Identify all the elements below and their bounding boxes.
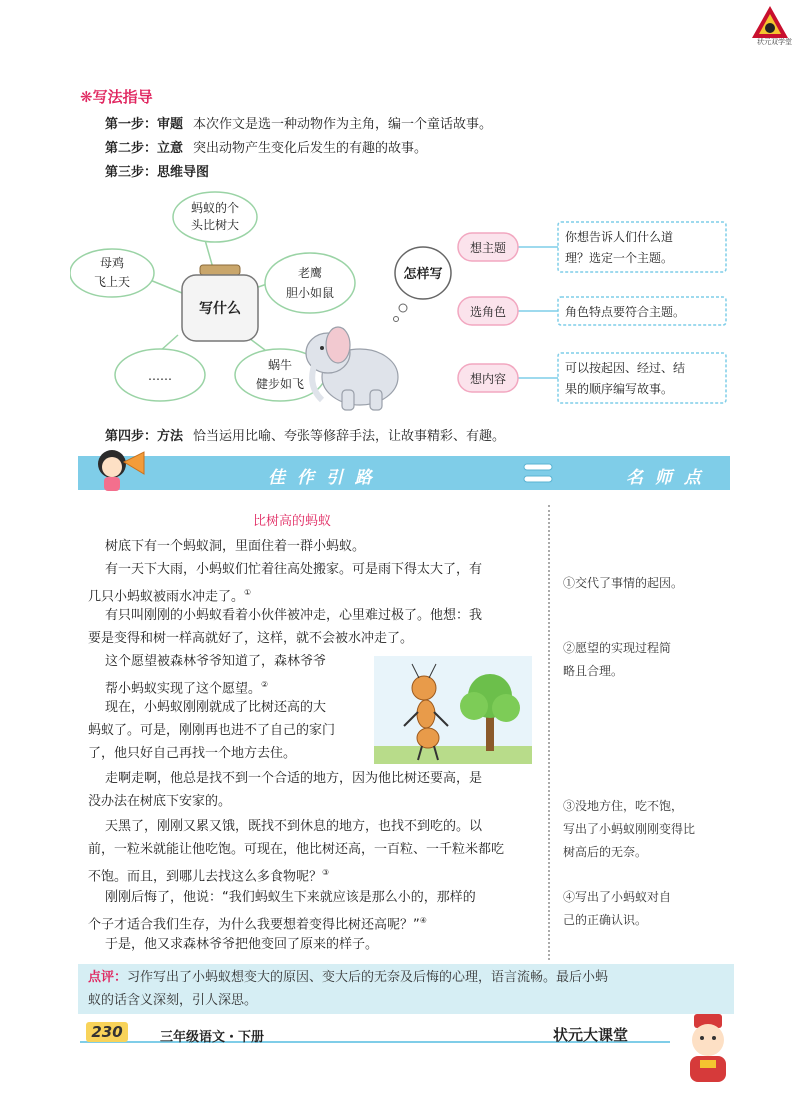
branch-tag: 想内容	[469, 372, 507, 386]
annotation-mark: ②	[261, 680, 269, 689]
annotation-mark: ④	[419, 916, 427, 925]
step-2	[105, 137, 427, 156]
step-text: 恰当运用比喻、夸张等修辞手法，让故事精彩、有趣。	[193, 429, 506, 444]
how-to-bubble: 怎样写	[403, 267, 443, 282]
step-label: 第一步：审题	[105, 117, 184, 132]
story-line: 有一天下大雨，小蚂蚁们忙着往高处搬家。可是雨下得太大了，有	[105, 562, 483, 577]
bubble-text: 老鹰	[297, 266, 323, 280]
comment-1	[563, 572, 683, 595]
elephant-icon	[306, 327, 398, 410]
bubble-text: 健步如飞	[255, 377, 305, 391]
story-line: 走啊走啊，他总是找不到一个合适的地方，因为他比树还要高，是	[105, 771, 483, 786]
story-line: 要是变得和树一样高就好了，这样，就不会被水冲走了。	[88, 631, 414, 646]
brand-name: 状元大课堂	[553, 1026, 629, 1044]
story-line: 了，他只好自己再找一个地方去住。	[88, 746, 297, 761]
step-4	[105, 425, 505, 444]
story-line: 树底下有一个蚂蚁洞，里面住着一群小蚂蚁。	[105, 539, 366, 554]
story-line: 刚刚后悔了，他说：“我们蚂蚁生下来就应该是那么小的，那样的	[105, 890, 476, 905]
branch-text: 角色特点要符合主题。	[565, 305, 686, 319]
branch-tag: 选角色	[469, 305, 507, 319]
page-number: 230	[86, 1022, 128, 1042]
story-line: 于是，他又求森林爷爷把他变回了原来的样子。	[105, 937, 379, 952]
story-line-text: 个子才适合我们生存，为什么我要想着变得比树还高呢？”	[88, 917, 420, 933]
review-text: 习作写出了小蚂蚁想变大的原因、变大后的无奈及后悔的心理，语言流畅。最后小蚂	[127, 970, 609, 985]
guide-title: ❋写法指导	[80, 88, 153, 106]
section-header	[78, 456, 730, 513]
logo-text: 状元双学堂	[757, 38, 792, 46]
step-label: 第四步：方法	[105, 429, 184, 444]
bubble-text: 飞上天	[93, 275, 131, 289]
story-line: 前，一粒米就能让他吃饱。可现在，他比树还高，一百粒、一千粒米都吃	[88, 842, 505, 857]
step-text: 本次作文是选一种动物作为主角，编一个童话故事。	[193, 117, 493, 132]
step-label: 第二步：立意	[105, 141, 184, 156]
branch-tag: 想主题	[469, 241, 507, 255]
branch-text: 可以按起因、经过、结	[565, 361, 686, 375]
comment-2	[563, 637, 671, 683]
comment-3	[563, 795, 695, 864]
girl-megaphone-icon	[92, 444, 152, 494]
comment-line: 树高后的无奈。	[563, 845, 648, 859]
bubble-text: 胆小如鼠	[285, 286, 335, 300]
comment-line: 略且合理。	[563, 664, 624, 678]
bubble-text: 头比树大	[190, 218, 240, 232]
story-line	[88, 861, 329, 888]
comment-line: ②愿望的实现过程简	[563, 641, 672, 655]
review-label: 点评：	[88, 970, 128, 985]
story-line: 天黑了，刚刚又累又饿，既找不到休息的地方，也找不到吃的。以	[105, 819, 483, 834]
comment-4	[563, 886, 671, 932]
review-box	[78, 964, 734, 1014]
section-title-right: 名 师 点 评	[626, 468, 704, 513]
review-line-1	[88, 966, 724, 989]
branch-text: 理？选定一个主题。	[565, 251, 674, 265]
bubble-text: ……	[148, 369, 172, 383]
step-1	[105, 113, 492, 132]
ant-and-tree-illustration	[374, 656, 532, 764]
step-text: 突出动物产生变化后发生的有趣的故事。	[193, 141, 428, 156]
story-line-text: 帮小蚂蚁实现了这个愿望。	[105, 681, 262, 697]
annotation-mark: ③	[322, 868, 330, 877]
story-line: 没办法在树底下安家的。	[88, 794, 232, 809]
comment-line: ④写出了小蚂蚁对自	[563, 890, 672, 904]
section-title-left: 佳 作 引 路	[268, 468, 375, 488]
review-line-2: 蚁的话含义深刻，引人深思。	[88, 993, 258, 1008]
story-line: 这个愿望被森林爷爷知道了，森林爷爷	[105, 654, 327, 669]
mind-map	[70, 185, 740, 420]
mascot-icon	[676, 1010, 740, 1090]
comment-line: 己的正确认识。	[563, 913, 648, 927]
branch-text: 你想告诉人们什么道	[565, 230, 674, 244]
story-line: 有只叫刚刚的小蚂蚁看着小伙伴被冲走，心里难过极了。他想：我	[105, 608, 483, 623]
bubble-text: 母鸡	[99, 256, 125, 270]
branch-text: 果的顺序编写故事。	[565, 382, 674, 396]
story-title: 比树高的蚂蚁	[253, 514, 332, 529]
bubble-text: 蚂蚁的个	[190, 201, 240, 215]
column-divider	[548, 505, 550, 960]
story-line: 现在，小蚂蚁刚刚就成了比树还高的大	[105, 700, 327, 715]
annotation-mark: ①	[244, 588, 252, 597]
clip-icon	[522, 460, 554, 486]
story-line-text: 不饱。而且，到哪儿去找这么多食物呢？	[88, 869, 323, 885]
mind-map-center: 写什么	[199, 301, 241, 317]
comment-line: ③没地方住，吃不饱，	[563, 799, 684, 813]
story-line: 蚂蚁了。可是，刚刚再也进不了自己的家门	[88, 723, 336, 738]
comment-line: ①交代了事情的起因。	[563, 576, 684, 590]
comment-line: 写出了小蚂蚁刚刚变得比	[563, 822, 696, 836]
bubble-text: 蜗牛	[267, 358, 293, 372]
story-line-text: 几只小蚂蚁被雨水冲走了。	[88, 589, 245, 605]
step-3	[105, 161, 219, 180]
book-title: 三年级语文・下册	[160, 1030, 265, 1045]
step-label: 第三步：思维导图	[105, 165, 210, 180]
